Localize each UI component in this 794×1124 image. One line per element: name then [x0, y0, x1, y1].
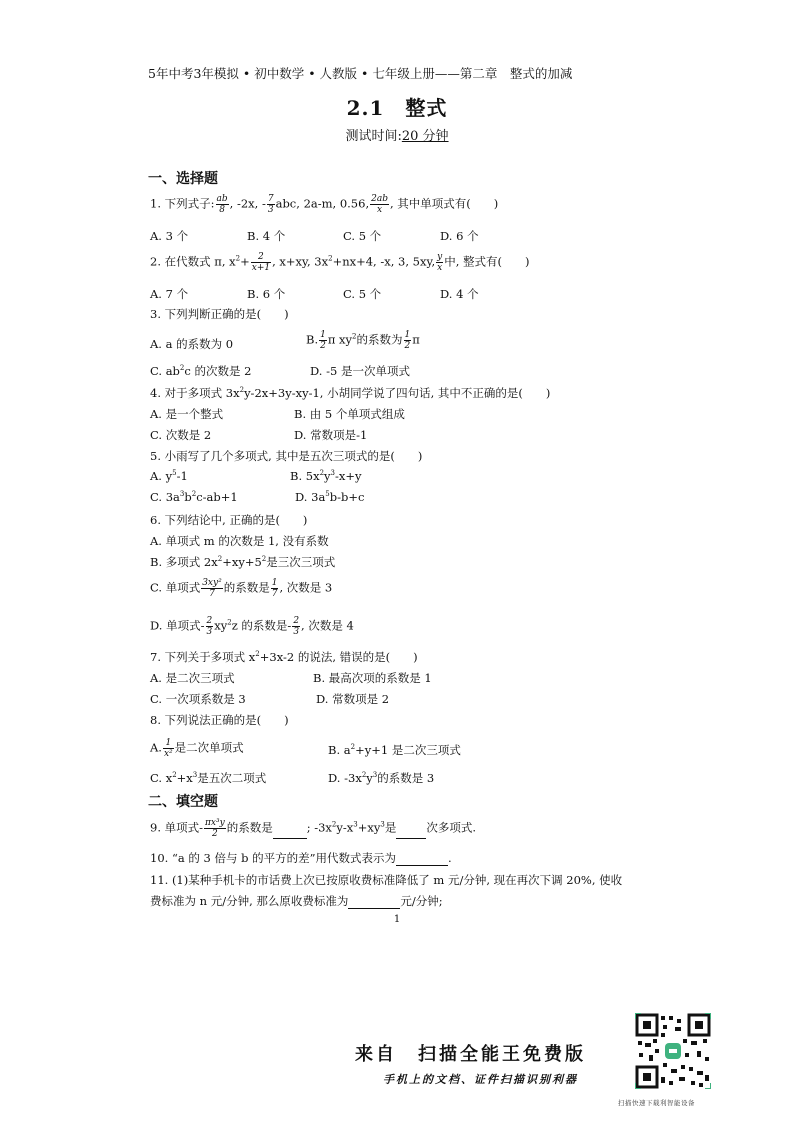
series-header: 5年中考3年模拟 • 初中数学 • 人教版 • 七年级上册——第二章 整式的加减 [148, 66, 573, 81]
q4-option-b: B. 由 5 个单项式组成 [294, 407, 405, 421]
question-5: 5. 小雨写了几个多项式, 其中是五次三项式的是( ) [150, 449, 423, 463]
q1-option-d: D. 6 个 [440, 229, 479, 243]
q8-option-b: B. $a^2+y+1$ 是二次三项式 [328, 743, 461, 757]
q8-option-a: A. $\frac{1}{\text{x²}}$ 是二次单项式 [150, 738, 244, 759]
q2-option-b: B. 6 个 [247, 287, 286, 301]
fraction: $\frac{2ab}{x}$ [371, 194, 388, 215]
q7-option-b: B. 最高次项的系数是 1 [313, 671, 432, 685]
qr-code-icon[interactable] [635, 1013, 711, 1089]
answer-blank[interactable] [396, 853, 448, 866]
fraction: $\frac{y}{x}$ [437, 252, 443, 273]
q5-option-d: D. $3a^5b-b+c$ [295, 490, 365, 504]
question-8: 8. 下列说法正确的是( ) [150, 713, 289, 727]
q4-option-a: A. 是一个整式 [150, 407, 224, 421]
q3-option-b: B. $\frac{1}{2}$ π $xy^2$的系数为 $\frac{1}{2}$ π [306, 330, 420, 351]
page-number: 1 [393, 914, 401, 925]
qr-caption: 扫描快速下载利智能设备 [618, 1099, 695, 1107]
question-11-line-1: 11. (1)某种手机卡的市话费上次已按原收费标准降低了 m 元/分钟, 现在再次下调 20%, 使收 [150, 873, 623, 887]
answer-blank[interactable] [273, 826, 307, 839]
q2-option-a: A. 7 个 [150, 287, 189, 301]
section-heading-fill: 二、填空题 [148, 794, 218, 810]
q4-option-c: C. 次数是 2 [150, 428, 212, 442]
question-9: 9. 单项式- $\frac{\text{πx³y}}{2}$ 的系数是 ; $-3x^2y-x^3+xy^3$是 次多项式. [150, 818, 476, 839]
q1-option-b: B. 4 个 [247, 229, 286, 243]
page-title: 2.1 整式 [346, 96, 448, 120]
q7-option-a: A. 是二次三项式 [150, 671, 235, 685]
question-10: 10. “a 的 3 倍与 b 的平方的差”用代数式表示为 . [150, 851, 452, 865]
time-label: 测试时间: [345, 129, 402, 144]
q2-option-d: D. 4 个 [440, 287, 479, 301]
q6-option-b: B. 多项式 $2x^2+xy+5^2$是三次三项式 [150, 555, 336, 569]
q1-option-a: A. 3 个 [150, 229, 189, 243]
q6-option-a: A. 单项式 m 的次数是 1, 没有系数 [150, 534, 329, 548]
question-1: 1. 下列式子: $\frac{ab}{8}$ , -2x, - $\frac{7}{3}$ abc, 2a-m, 0.56, $\frac{2ab}{x}$ , 其中单项式有( ) [150, 194, 499, 215]
scanner-tagline: 手机上的文档、证件扫描识别利器 [383, 1073, 578, 1086]
question-11-line-2: 费标准为 n 元/分钟, 那么原收费标准为 元/分钟; [150, 894, 443, 908]
q8-option-c: C. $x^2+x^3$是五次二项式 [150, 771, 267, 785]
question-6: 6. 下列结论中, 正确的是( ) [150, 513, 308, 527]
q7-option-d: D. 常数项是 2 [316, 692, 390, 706]
question-7: 7. 下列关于多项式 $x^2+3x-2$ 的说法, 错误的是( ) [150, 650, 418, 664]
q6-option-c: C. 单项式 $\frac{\text{3xy²}}{7}$ 的系数是 $\frac{1}{7}$ , 次数是 3 [150, 578, 333, 599]
q6-option-d: D. 单项式- $\frac{2}{3}$ $xy^2z$ 的系数是- $\frac{2}{3}$ , 次数是 4 [150, 616, 354, 637]
question-2: 2. 在代数式 π, $x^2+$ $\frac{2}{x+1}$ , x+xy, $3x^2+nx+4$, -x, 3, 5xy, $\frac{y}{x}$ 中, 整式有( ) [150, 252, 530, 273]
answer-blank[interactable] [348, 896, 400, 909]
fraction: $\frac{ab}{8}$ [216, 194, 228, 215]
test-time [0, 125, 794, 144]
q1-option-c: C. 5 个 [343, 229, 382, 243]
fraction: $\frac{7}{3}$ [267, 194, 274, 215]
q3-option-a: A. a 的系数为 0 [150, 337, 234, 351]
q8-option-d: D. $-3x^2y^3$的系数是 3 [328, 771, 435, 785]
q2-option-c: C. 5 个 [343, 287, 382, 301]
q7-option-c: C. 一次项系数是 3 [150, 692, 246, 706]
q3-option-d: D. -5 是一次单项式 [310, 364, 410, 378]
answer-blank[interactable] [396, 826, 426, 839]
q5-option-a: A. $y^5-1$ [150, 469, 188, 483]
scanner-brand: 来自 扫描全能王免费版 [355, 1044, 586, 1065]
q4-option-d: D. 常数项是-1 [294, 428, 368, 442]
time-value: 20 分钟 [401, 129, 449, 144]
q3-option-c: C. $ab^2c$ 的次数是 2 [150, 364, 252, 378]
section-heading-choice: 一、选择题 [148, 171, 218, 187]
question-4: 4. 对于多项式 $3x^2y-2x+3y-xy-1$, 小胡同学说了四句话, 其中不正确的是( ) [150, 386, 551, 400]
q5-option-c: C. $3a^3b^2c-ab+1$ [150, 490, 238, 504]
fraction: $\frac{2}{x+1}$ [251, 252, 271, 273]
question-3: 3. 下列判断正确的是( ) [150, 307, 289, 321]
q5-option-b: B. $5x^2y^3-x+y$ [290, 469, 362, 483]
